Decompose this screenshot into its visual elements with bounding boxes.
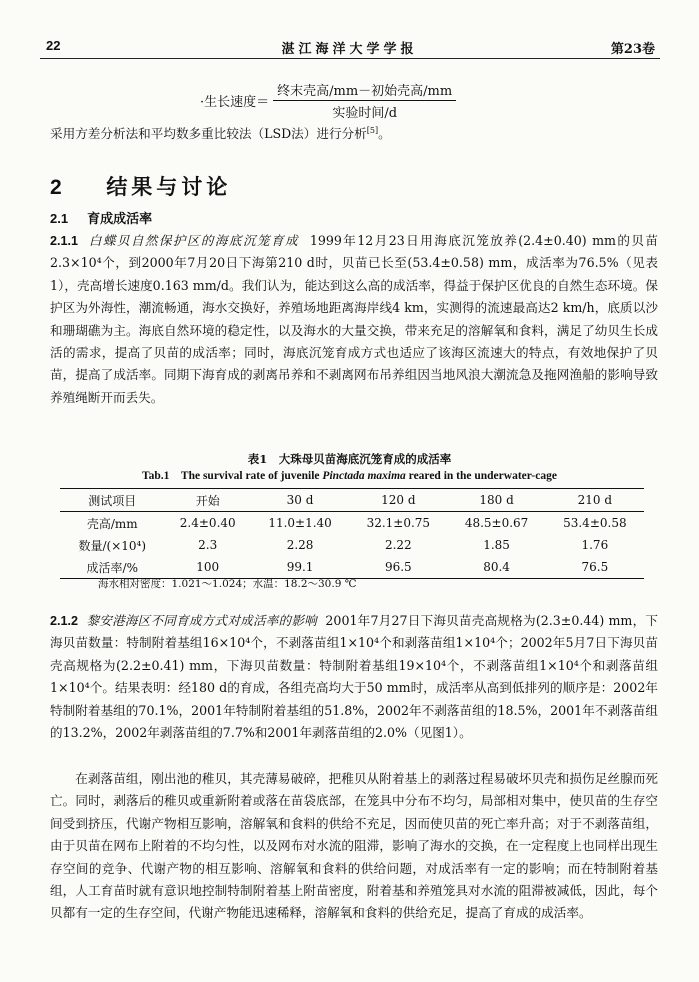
table-cell: 48.5±0.67 <box>464 516 529 530</box>
paragraph-title: 黎安港海区不同育成方式对成活率的影响 <box>86 613 317 628</box>
formula-fraction <box>273 80 456 121</box>
page-number: 22 <box>46 38 61 53</box>
table-caption-cn: 表1 大珠母贝苗海底沉笼育成的成活率 <box>247 452 452 466</box>
table-cell: 100 <box>165 556 251 579</box>
table-cell: 32.1±0.75 <box>366 516 431 530</box>
subsection-number: 2.1 <box>50 211 69 226</box>
survival-rate-table <box>60 488 644 579</box>
table-header-row <box>60 489 644 512</box>
paragraph-title: 白蝶贝自然保护区的海底沉笼育成 <box>88 233 299 248</box>
table-header-cell: 120 d <box>349 489 447 512</box>
table-cell: 成活率/% <box>60 556 165 579</box>
table-cell: 数量/(×10⁴) <box>78 538 147 553</box>
table-header-cell: 210 d <box>546 489 644 512</box>
journal-title: 湛江海洋大学学报 <box>281 42 418 57</box>
table-header-cell: 测试项目 <box>60 489 165 512</box>
table-cell: 96.5 <box>349 556 447 579</box>
table-note: 海水相对密度：1.021～1.024；水温：18.2～30.9 ℃ <box>98 578 357 590</box>
section-number: 2 <box>50 176 66 199</box>
table-caption-en <box>0 467 699 483</box>
method-paragraph <box>50 120 658 146</box>
subsection-title: 育成成活率 <box>87 212 153 227</box>
header-rule <box>40 58 660 59</box>
table-header-cell: 开始 <box>165 489 251 512</box>
discussion-paragraph: 在剥落苗组，刚出池的稚贝，其壳薄易破碎，把稚贝从附着基上的剥落过程易破坏贝壳和损伤足丝腺而死亡。同时，剥落后的稚贝或重新附着或落在苗袋底部，在笼具中分布不均匀，局部相对集中，使贝苗的生存空间受到挤压，代谢产物相互影响，溶解氧和食料的供给不充足，因而使贝苗的死亡率升高；对于不剥落苗组，由于贝苗在网布上附着的不均匀性，以及网布对水流的阻滞，影响了海水的交换，在一定程度上也同样出现生存空间的竞争、代谢产物的相互影响、溶解氧和食料的供给问题，对成活率有一定的影响；而在特制附着基组，人工育苗时就有意识地控制特制附着基上附苗密度，附着基和养殖笼具对水流的阻滞被减低，因此，每个贝都有一定的生存空间，代谢产物能迅速稀释，溶解氧和食料的供给充足，提高了育成的成活率。 <box>50 771 658 921</box>
table-cell: 11.0±1.40 <box>268 516 332 530</box>
table-cell: 76.5 <box>546 556 644 579</box>
volume-label: 第23卷 <box>610 42 655 57</box>
paragraph-2-1-1 <box>50 230 658 409</box>
caption-en-species: Pinctada maxima <box>322 470 406 482</box>
growth-rate-formula <box>200 80 456 121</box>
table-cell: 2.3 <box>198 538 218 552</box>
table-cell: 1.76 <box>581 538 609 552</box>
caption-en-suffix: reared in the underwater-cage <box>405 470 557 482</box>
method-end: 。 <box>378 126 391 142</box>
subsection-heading <box>50 208 152 227</box>
formula-lhs: ·生长速度＝ <box>200 95 270 110</box>
formula-numerator: 终末壳高/mm－初始壳高/mm <box>273 80 456 101</box>
table-row <box>60 534 644 556</box>
paragraph-number: 2.1.1 <box>50 234 79 248</box>
table-header-cell: 30 d <box>251 489 349 512</box>
table-cell: 2.28 <box>286 538 314 552</box>
table-cell: 2.22 <box>384 538 412 552</box>
paragraph-text: 1999年12月23日用海底沉笼放养(2.4±0.40) mm的贝苗2.3×10⁴个，到2000年7月20日下海第210 d时，贝苗已长至(53.4±0.58) mm，成活率为76.5%（见表1），壳高增长速度0.163 mm/d。我们认为，能达到这么高的成活率，得益于保护区优良的自然生态环境。保护区为外海性，潮流畅通，海水交换好，养殖场地距离海岸线4 km，实测得的流速最高达2 km/h，底质以沙和珊瑚礁为主。海底自然环境的稳定性，以及海水的大量交换，带来充足的溶解氧和食料，满足了幼贝生长成活的需求，提高了贝苗的成活率；同时，海底沉笼育成方式也适应了该海区流速大的特点，有效地保护了贝苗，提高了成活率。同期下海育成的剥离吊养和不剥离网布吊养组因当地风浪大潮流急及拖网渔船的影响导致养殖绳断开而丢失。 <box>50 233 659 405</box>
table-header-cell: 180 d <box>447 489 545 512</box>
table-cell: 80.4 <box>447 556 545 579</box>
formula-denominator: 实验时间/d <box>332 106 398 121</box>
table-cell: 53.4±0.58 <box>563 516 627 530</box>
table-cell: 99.1 <box>251 556 349 579</box>
table-cell: 2.4±0.40 <box>179 516 236 530</box>
caption-en-prefix: Tab.1 The survival rate of juvenile <box>142 470 323 482</box>
method-citation: [5] <box>366 126 379 135</box>
method-text: 采用方差分析法和平均数多重比较法（LSD法）进行分析 <box>50 126 367 142</box>
section-heading <box>50 171 231 201</box>
section-title: 结果与讨论 <box>106 174 232 199</box>
paragraph-number: 2.1.2 <box>50 614 79 628</box>
table-cell: 1.85 <box>483 538 510 552</box>
table-cell: 壳高/mm <box>86 516 138 531</box>
table-row <box>60 512 644 535</box>
paragraph-text: 2001年7月27日下海贝苗壳高规格为(2.3±0.44) mm，下海贝苗数量：特制附着基组16×10⁴个，不剥落苗组1×10⁴个和剥落苗组1×10⁴个；2002年5月7日下海贝苗壳高规格为(2.2±0.41) mm，下海贝苗数量：特制附着基组19×10⁴个，不剥落苗组1×10⁴个和剥落苗组1×10⁴个。结果表明：经180 d的育成，各组壳高均大于50 mm时，成活率从高到低排列的顺序是：2002年特制附着基组的70.1%，2001年特制附着基组的51.8%，2002年不剥落苗组的18.5%，2001年不剥落苗组的13.2%，2002年剥落苗组的7.7%和2001年剥落苗组的2.0%（见图1）。 <box>50 613 658 741</box>
paragraph-2-1-2 <box>50 610 658 744</box>
